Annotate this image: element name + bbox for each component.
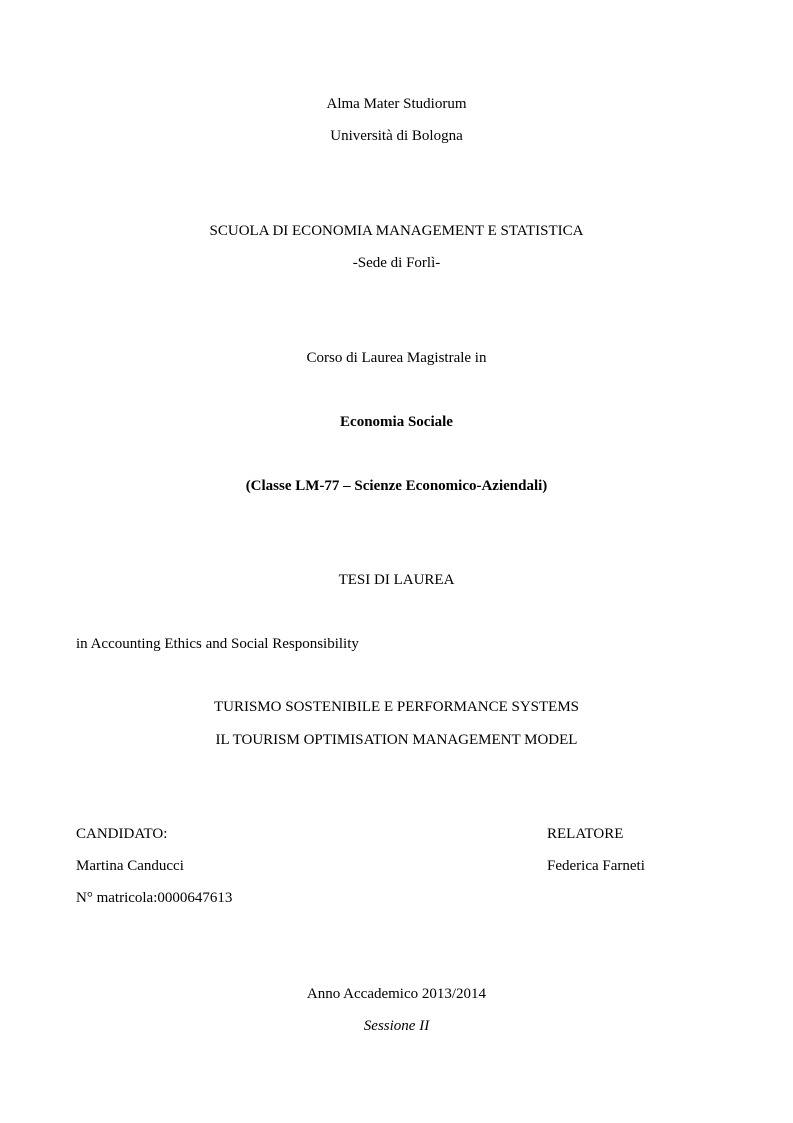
school-seat: -Sede di Forlì- [352, 255, 441, 271]
candidate-label: CANDIDATO: [76, 826, 168, 842]
course-name: Economia Sociale [340, 414, 453, 430]
course-class: (Classe LM-77 – Scienze Economico-Aziendali) [245, 478, 548, 494]
candidate-name: Martina Canducci [76, 858, 184, 874]
university-name: Alma Mater Studiorum [326, 96, 467, 112]
academic-session: Sessione II [363, 1018, 430, 1034]
candidate-matricola: N° matricola:0000647613 [76, 890, 233, 906]
thesis-title-line-2: IL TOURISM OPTIMISATION MANAGEMENT MODEL [215, 732, 578, 748]
thesis-title-line-1: TURISMO SOSTENIBILE E PERFORMANCE SYSTEMS [213, 699, 580, 715]
school-name: SCUOLA DI ECONOMIA MANAGEMENT E STATISTICA [209, 223, 584, 239]
thesis-subject: in Accounting Ethics and Social Responsibility [76, 636, 359, 652]
thesis-type: TESI DI LAUREA [338, 572, 455, 588]
academic-year: Anno Accademico 2013/2014 [306, 986, 487, 1002]
supervisor-name: Federica Farneti [547, 858, 645, 874]
course-intro: Corso di Laurea Magistrale in [306, 350, 487, 366]
supervisor-label: RELATORE [547, 826, 624, 842]
university-location: Università di Bologna [330, 128, 463, 144]
